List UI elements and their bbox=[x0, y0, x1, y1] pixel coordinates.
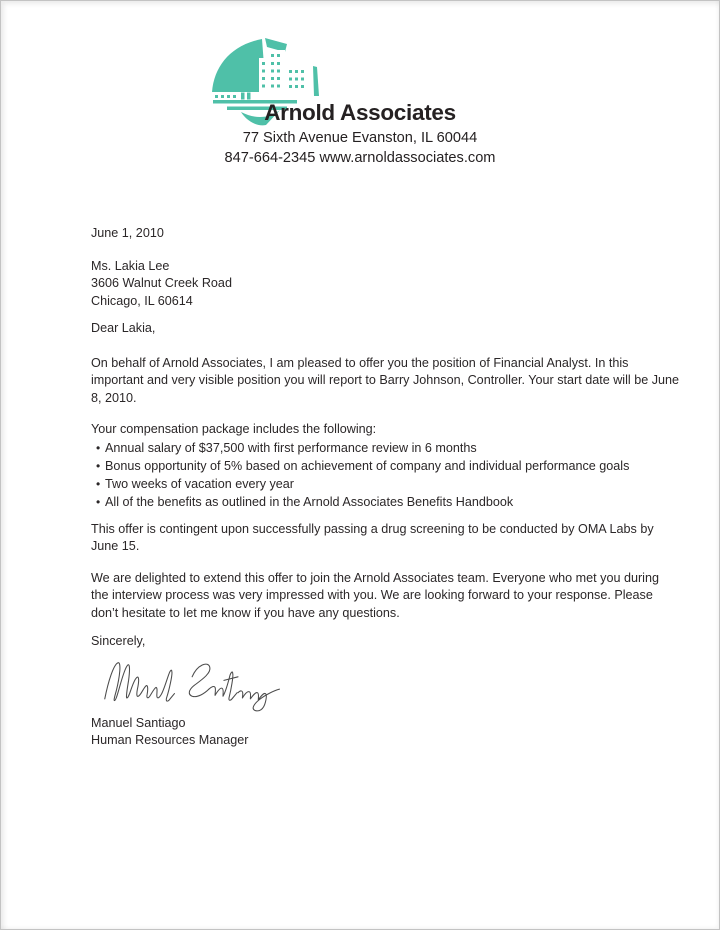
compensation-item-salary: • Annual salary of $37,500 with first performance review in 6 months bbox=[91, 439, 679, 457]
recipient-name: Ms. Lakia Lee bbox=[91, 258, 170, 273]
letter-date: June 1, 2010 bbox=[91, 226, 164, 240]
company-contact: 847-664-2345 www.arnoldassociates.com bbox=[224, 150, 496, 166]
letterhead bbox=[1, 1, 719, 201]
company-name: Arnold Associates bbox=[264, 100, 456, 125]
compensation-intro: Your compensation package includes the following: bbox=[91, 422, 377, 436]
recipient-city: Chicago, IL 60614 bbox=[91, 293, 193, 308]
compensation-item-benefits: • All of the benefits as outlined in the Arnold Associates Benefits Handbook bbox=[91, 493, 679, 511]
closing-paragraph: We are delighted to extend this offer to join the Arnold Associates team. Everyone who met you during the interview process was very impressed with you. We are looking forward to your response. Please don’t hesitate to let me know if you have any questions. bbox=[91, 570, 659, 620]
compensation-item-bonus: • Bonus opportunity of 5% based on achievement of company and individual performance goals bbox=[91, 457, 679, 475]
signer-name: Manuel Santiago bbox=[91, 715, 186, 730]
compensation-item-vacation: • Two weeks of vacation every year bbox=[91, 475, 679, 493]
letter-body bbox=[91, 225, 679, 750]
contingency-paragraph: This offer is contingent upon successfully passing a drug screening to be conducted by OMA Labs by June 15. bbox=[91, 521, 654, 553]
recipient-street: 3606 Walnut Creek Road bbox=[91, 276, 232, 290]
recipient-address-block bbox=[91, 258, 679, 311]
signoff: Sincerely, bbox=[91, 634, 146, 648]
offer-paragraph: On behalf of Arnold Associates, I am pleased to offer you the position of Financial Analyst. In this important and very visible position you will report to Barry Johnson, Controller. Your start date will be June 8, 2010. bbox=[91, 355, 680, 405]
salutation: Dear Lakia, bbox=[91, 321, 156, 335]
signer-title: Human Resources Manager bbox=[91, 733, 249, 747]
compensation-list bbox=[91, 439, 679, 511]
handwritten-signature bbox=[87, 653, 299, 713]
company-address: 77 Sixth Avenue Evanston, IL 60044 bbox=[242, 130, 478, 146]
